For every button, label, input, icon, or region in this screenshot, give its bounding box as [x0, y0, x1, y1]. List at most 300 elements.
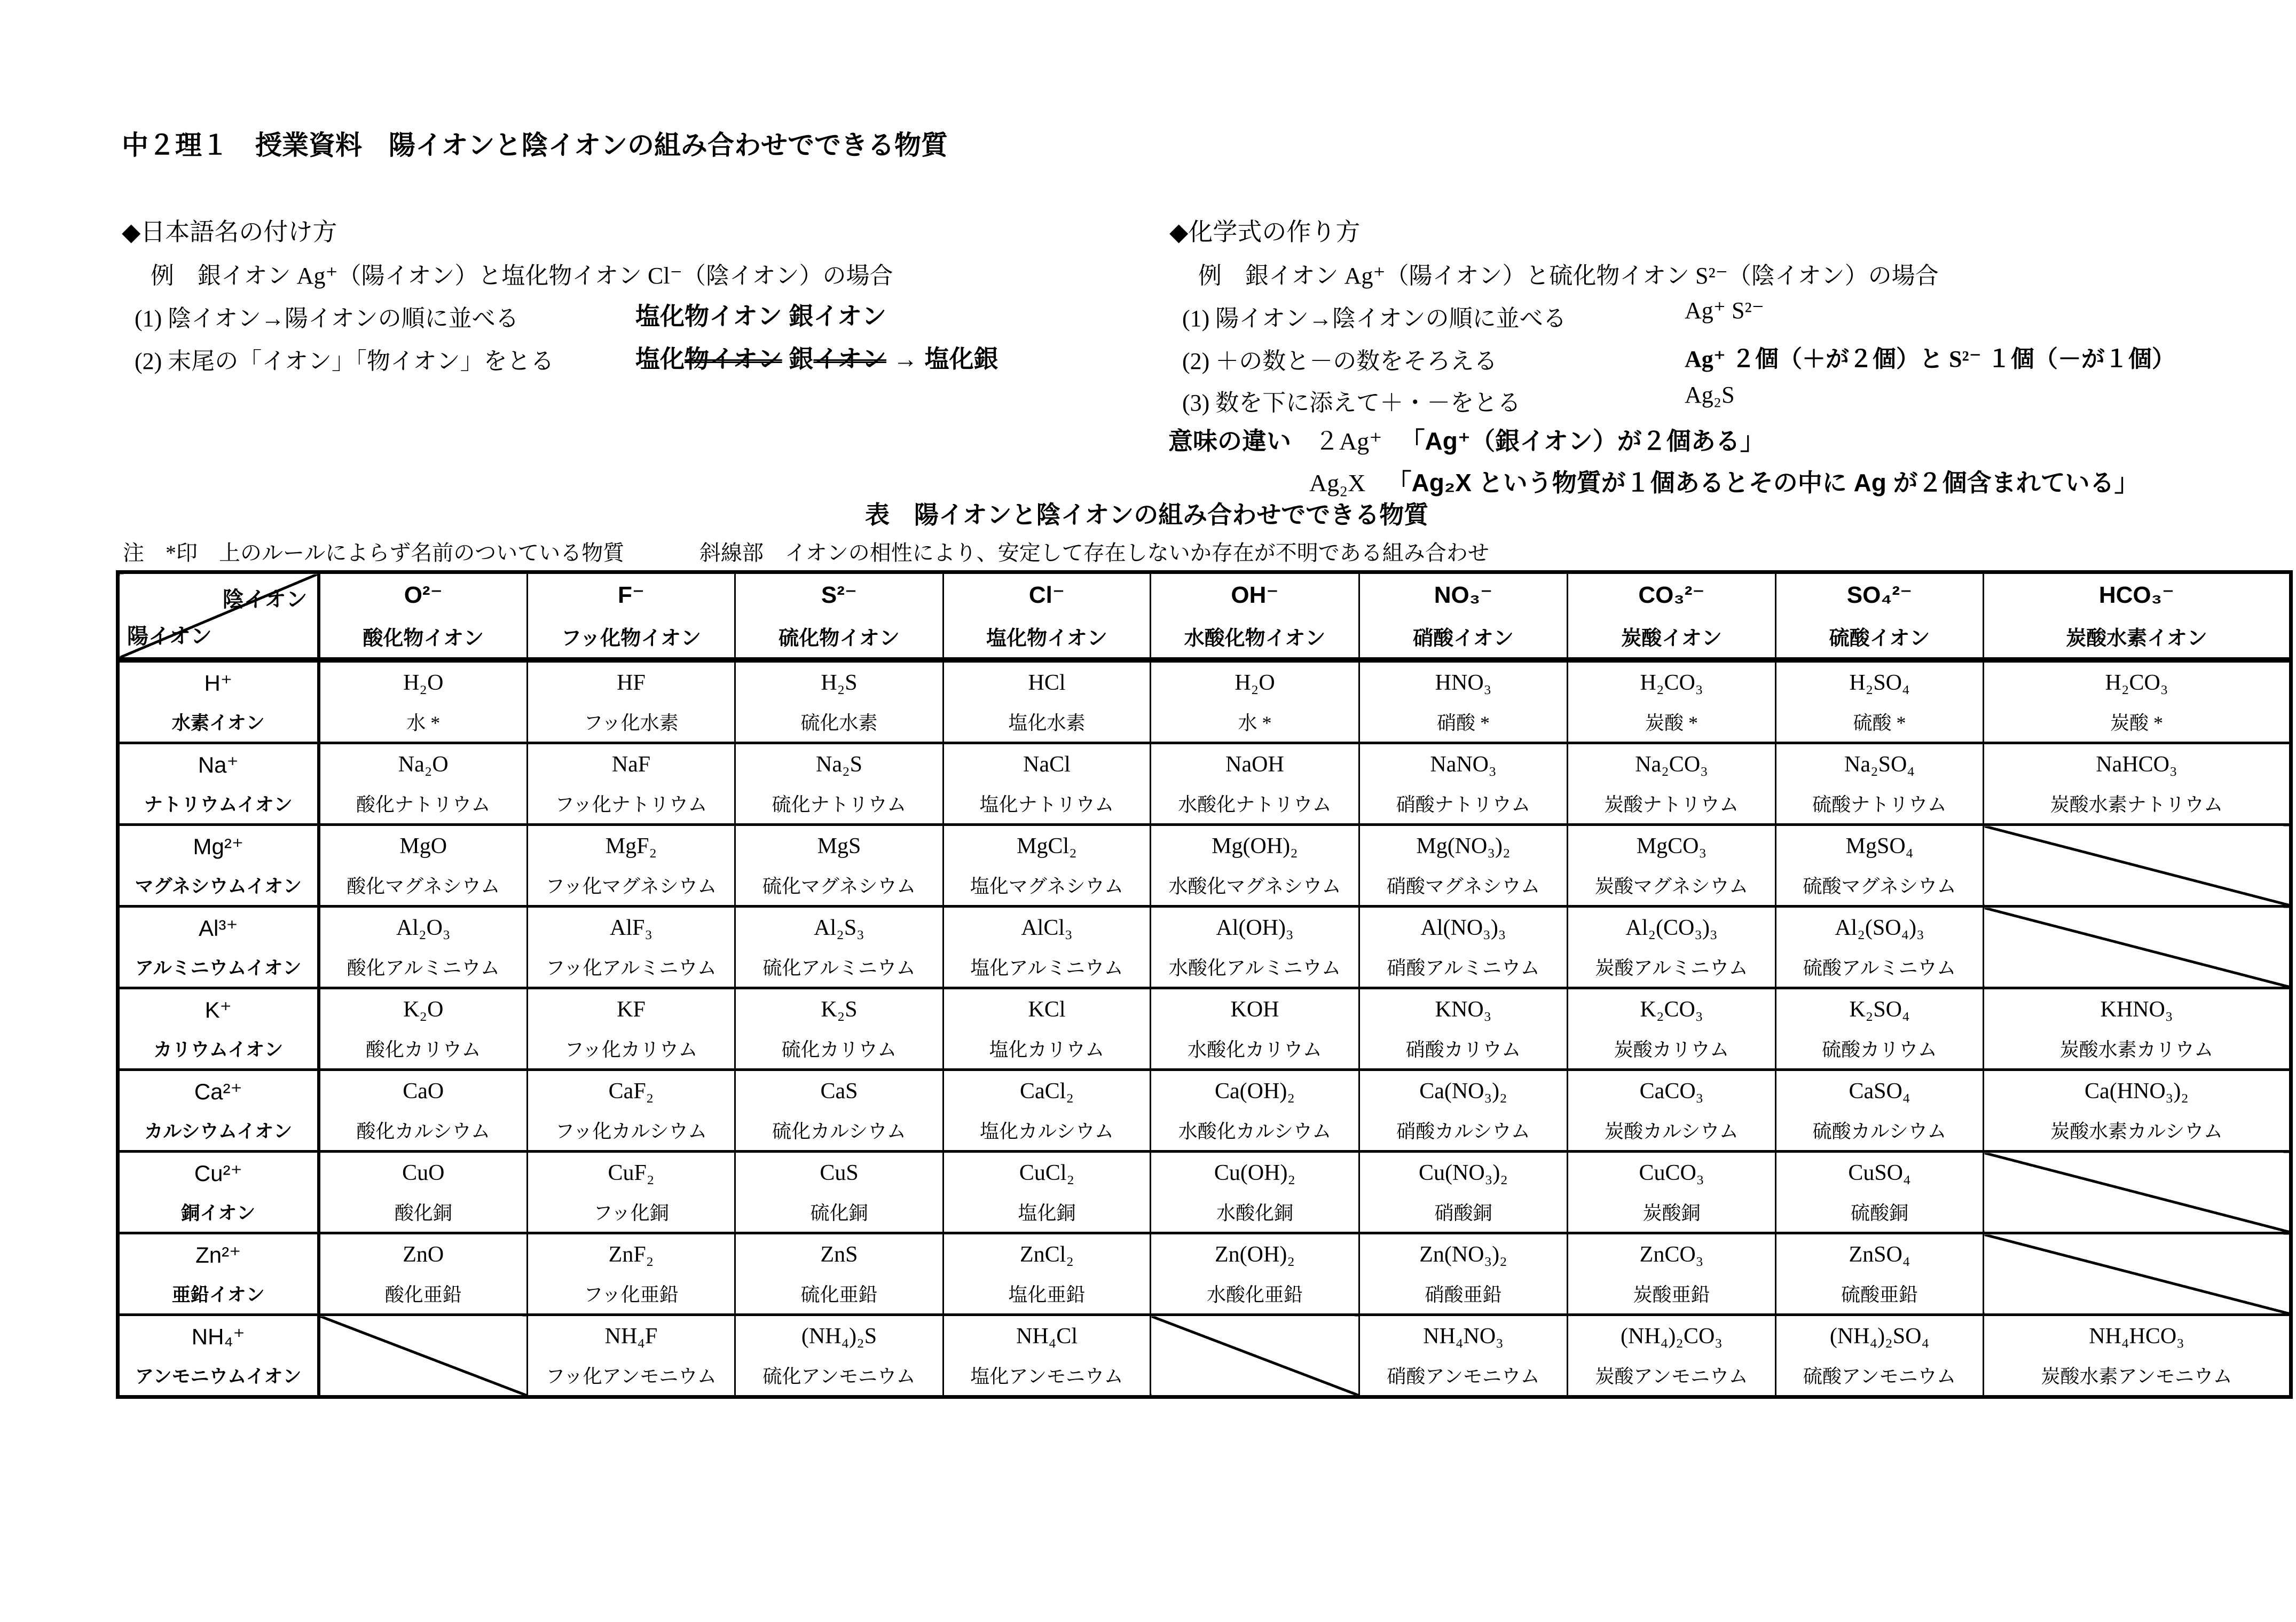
table-row — [118, 1315, 2291, 1397]
compound-formula: ZnO — [403, 1242, 444, 1267]
compound-formula: Mg(OH)₂ — [1212, 834, 1298, 859]
compound-name: 炭酸水素アンモニウム — [2041, 1366, 2232, 1387]
compound-cell — [319, 743, 528, 825]
compound-box — [1984, 1316, 2289, 1395]
compound-name: 炭酸銅 — [1642, 1202, 1701, 1224]
compound-name: 硝酸カルシウム — [1396, 1121, 1530, 1142]
unstable-combination-cell — [1984, 1152, 2291, 1233]
compound-name: 塩化アルミニウム — [970, 957, 1123, 979]
compound-formula: NH₄F — [604, 1324, 658, 1349]
compound-box — [736, 1153, 942, 1232]
anion-header-box — [1776, 574, 1983, 657]
compound-box — [1151, 989, 1358, 1068]
compound-formula: MgCO₃ — [1636, 834, 1707, 859]
naming-step2-post: → 塩化銀 — [886, 345, 998, 373]
compound-name: 水 * — [406, 712, 441, 734]
corner-anion-label: 陰イオン — [222, 588, 308, 611]
anion-name: 炭酸イオン — [1621, 627, 1722, 650]
compound-cell — [1984, 1070, 2291, 1152]
compound-formula: Al(OH)₃ — [1216, 916, 1294, 940]
compound-formula: NH₄HCO₃ — [2089, 1324, 2184, 1349]
compound-cell — [319, 1152, 528, 1233]
compound-name: 炭酸アンモニウム — [1595, 1366, 1748, 1387]
compound-name: フッ化マグネシウム — [545, 876, 717, 897]
compound-box — [528, 908, 734, 987]
compound-cell — [528, 1070, 735, 1152]
anion-formula: NO₃⁻ — [1434, 582, 1493, 608]
compound-formula: CuF₂ — [608, 1161, 655, 1185]
compound-box — [1151, 908, 1358, 987]
compound-name: 水酸化銅 — [1216, 1202, 1293, 1224]
compound-box — [320, 1071, 527, 1150]
compound-box — [1151, 1153, 1358, 1232]
compound-box — [944, 1071, 1150, 1150]
compound-formula: AlF₃ — [609, 916, 652, 940]
compound-box — [1776, 1234, 1983, 1313]
compound-cell — [735, 743, 943, 825]
compound-formula: ZnS — [820, 1242, 858, 1267]
compound-cell — [943, 1152, 1151, 1233]
cation-formula: Na⁺ — [198, 752, 239, 777]
cation-header-box — [120, 1071, 317, 1150]
table-row — [118, 660, 2291, 743]
cation-name: マグネシウムイオン — [135, 876, 302, 897]
compound-box — [320, 989, 527, 1068]
compound-box — [528, 826, 734, 905]
compound-cell — [1984, 1315, 2291, 1397]
compound-name: 硫化亜鉛 — [800, 1284, 878, 1305]
cation-name: 水素イオン — [171, 713, 265, 734]
compound-name: 炭酸水素カリウム — [2059, 1039, 2214, 1060]
compound-cell — [1776, 1233, 1984, 1315]
compound-table — [116, 570, 2293, 1399]
compound-formula: (NH₄)₂S — [801, 1324, 877, 1349]
anion-header-box — [1360, 574, 1567, 657]
compound-formula: H₂O — [1235, 671, 1275, 695]
compound-formula: HCl — [1028, 671, 1066, 695]
compound-cell — [943, 988, 1151, 1070]
compound-box — [736, 663, 942, 742]
compound-name: 硫化マグネシウム — [762, 876, 916, 897]
compound-cell — [1984, 988, 2291, 1070]
cation-header-box — [120, 826, 317, 905]
compound-name: 塩化カリウム — [989, 1039, 1105, 1060]
compound-name: 水酸化アルミニウム — [1168, 957, 1341, 979]
anion-header-box — [944, 574, 1150, 657]
header-row — [118, 572, 2291, 660]
compound-cell — [1359, 1315, 1568, 1397]
naming-step1-label: (1) 陰イオン→陽イオンの順に並べる — [135, 305, 519, 332]
compound-formula: K₂S — [821, 997, 858, 1022]
compound-box — [1568, 1234, 1775, 1313]
compound-cell — [735, 1315, 943, 1397]
compound-name: 水酸化カリウム — [1188, 1039, 1322, 1060]
cation-name: カルシウムイオン — [144, 1121, 293, 1142]
compound-formula: NH₄Cl — [1016, 1324, 1078, 1349]
anion-header-cell — [1776, 572, 1984, 660]
compound-formula: CaCO₃ — [1639, 1079, 1704, 1104]
compound-cell — [943, 660, 1151, 743]
compound-cell — [1568, 1315, 1776, 1397]
table-row — [118, 825, 2291, 907]
compound-cell — [528, 825, 735, 907]
compound-name: 炭酸カルシウム — [1605, 1121, 1739, 1142]
compound-formula: CuCO₃ — [1639, 1161, 1704, 1185]
formula-step2-label: (2) ＋の数と－の数をそろえる — [1182, 348, 1498, 374]
compound-box — [528, 744, 734, 823]
compound-cell — [1568, 1070, 1776, 1152]
compound-name: フッ化銅 — [593, 1202, 669, 1224]
compound-box — [944, 908, 1150, 987]
compound-cell — [1151, 743, 1359, 825]
compound-formula: CaSO₄ — [1849, 1079, 1910, 1104]
table-body — [118, 660, 2291, 1397]
compound-name: 硫酸亜鉛 — [1841, 1284, 1918, 1305]
compound-cell — [319, 988, 528, 1070]
cation-name: カリウムイオン — [153, 1040, 284, 1060]
compound-box — [320, 1153, 527, 1232]
compound-formula: NaHCO₃ — [2096, 752, 2177, 777]
naming-step2-result — [635, 340, 998, 375]
compound-cell — [1776, 907, 1984, 988]
cation-header-cell — [118, 660, 319, 743]
compound-box — [1776, 1316, 1983, 1395]
compound-box — [1776, 908, 1983, 987]
compound-box — [1360, 1153, 1567, 1232]
compound-name: フッ化アルミニウム — [546, 957, 717, 979]
compound-cell — [528, 1233, 735, 1315]
formula-step3-result: Ag₂S — [1685, 382, 1735, 408]
naming-step2-label: (2) 末尾の「イオン」「物イオン」をとる — [135, 348, 554, 374]
compound-formula: CuO — [402, 1161, 445, 1185]
cation-formula: NH₄⁺ — [191, 1324, 245, 1349]
cation-header-box — [120, 989, 317, 1068]
anion-header-cell — [943, 572, 1151, 660]
compound-cell — [1776, 825, 1984, 907]
compound-box — [1568, 826, 1775, 905]
compound-box — [320, 744, 527, 823]
compound-name: 酸化銅 — [394, 1202, 452, 1224]
unstable-combination-cell — [1984, 825, 2291, 907]
cation-header-box — [120, 1234, 317, 1313]
compound-cell — [735, 660, 943, 743]
compound-cell — [1359, 988, 1568, 1070]
cation-header-cell — [118, 988, 319, 1070]
meaning-line-2 — [1309, 463, 2139, 499]
compound-name: 塩化アンモニウム — [970, 1366, 1123, 1387]
compound-name: 硫酸アンモニウム — [1803, 1366, 1956, 1387]
naming-step2-strike2: イオン — [813, 345, 887, 373]
compound-formula: MgF₂ — [605, 834, 657, 859]
compound-formula: H₂O — [403, 671, 444, 695]
table-row — [118, 1233, 2291, 1315]
compound-cell — [528, 743, 735, 825]
compound-name: 硫化アンモニウム — [762, 1366, 916, 1387]
cation-formula: Zn²⁺ — [195, 1242, 241, 1267]
compound-box — [1151, 1234, 1358, 1313]
compound-cell — [528, 988, 735, 1070]
compound-name: 炭酸カリウム — [1614, 1039, 1729, 1060]
compound-formula: ZnCO₃ — [1639, 1242, 1704, 1267]
compound-formula: Zn(OH)₂ — [1215, 1242, 1295, 1267]
compound-formula: NaCl — [1023, 752, 1071, 777]
compound-formula: K₂CO₃ — [1640, 997, 1703, 1022]
naming-step2-pre: 塩化 — [635, 345, 685, 373]
compound-cell — [735, 825, 943, 907]
compound-formula: KCl — [1028, 997, 1066, 1022]
compound-cell — [1151, 660, 1359, 743]
table-row — [118, 988, 2291, 1070]
compound-name: 硫化ナトリウム — [772, 794, 907, 815]
compound-name: 硝酸銅 — [1434, 1202, 1492, 1224]
compound-name: 炭酸ナトリウム — [1604, 794, 1739, 815]
anion-name: 炭酸水素イオン — [2066, 627, 2207, 650]
anion-header-box — [1984, 574, 2289, 657]
formula-step1-result: Ag⁺ S²⁻ — [1685, 297, 1764, 324]
anion-header-box — [528, 574, 734, 657]
anion-header-box — [320, 574, 527, 657]
compound-cell — [528, 660, 735, 743]
meaning-label: 意味の違い — [1168, 427, 1291, 455]
compound-formula: ZnF₂ — [608, 1242, 654, 1267]
compound-box — [1151, 826, 1358, 905]
compound-name: フッ化亜鉛 — [584, 1284, 679, 1305]
compound-box — [1568, 989, 1775, 1068]
compound-cell — [735, 907, 943, 988]
compound-box — [1568, 744, 1775, 823]
compound-name: 硝酸 * — [1436, 712, 1490, 734]
table-note-2: 斜線部 イオンの相性により、安定して存在しないか存在が不明である組み合わせ — [699, 541, 1489, 565]
cation-name: ナトリウムイオン — [144, 794, 293, 815]
compound-cell — [319, 907, 528, 988]
compound-cell — [319, 1233, 528, 1315]
cation-formula: K⁺ — [205, 997, 232, 1022]
compound-formula: H₂CO₃ — [1640, 671, 1703, 695]
anion-header-cell — [735, 572, 943, 660]
compound-box — [944, 1316, 1150, 1395]
compound-formula: AlCl₃ — [1021, 916, 1073, 940]
compound-box — [944, 744, 1150, 823]
cation-header-box — [120, 663, 317, 742]
compound-box — [736, 908, 942, 987]
compound-name: 硝酸アンモニウム — [1387, 1366, 1540, 1387]
compound-box — [1984, 663, 2289, 742]
compound-cell — [735, 1152, 943, 1233]
compound-formula: K₂SO₄ — [1849, 997, 1910, 1022]
meaning-text-1: 「Ag⁺（銀イオン）が２個ある」 — [1400, 427, 1765, 455]
cation-name: 銅イオン — [181, 1203, 256, 1224]
compound-formula: Al₂(CO₃)₃ — [1625, 916, 1718, 940]
table-title: 表 陽イオンと陰イオンの組み合わせでできる物質 — [865, 501, 1429, 529]
compound-name: 硫化カリウム — [781, 1039, 897, 1060]
compound-cell — [943, 907, 1151, 988]
compound-formula: H₂S — [821, 671, 858, 695]
compound-name: 炭酸亜鉛 — [1633, 1284, 1710, 1305]
compound-box — [944, 1153, 1150, 1232]
compound-formula: MgO — [399, 834, 447, 859]
compound-name: 硝酸ナトリウム — [1396, 794, 1531, 815]
meaning-formula-1: ２Ag⁺ — [1315, 428, 1382, 455]
anion-formula: S²⁻ — [821, 582, 858, 608]
compound-box — [1568, 1316, 1775, 1395]
compound-formula: CaO — [403, 1079, 444, 1104]
anion-name: フッ化物イオン — [561, 627, 702, 650]
compound-formula: Na₂CO₃ — [1635, 752, 1708, 777]
compound-name: 硫化銅 — [810, 1202, 868, 1224]
compound-name: 塩化亜鉛 — [1008, 1284, 1086, 1305]
compound-cell — [1776, 660, 1984, 743]
compound-cell — [1359, 1070, 1568, 1152]
compound-name: 酸化カルシウム — [356, 1121, 491, 1142]
compound-formula: NaOH — [1225, 752, 1284, 777]
cation-header-box — [120, 908, 317, 987]
compound-name: 硝酸アルミニウム — [1387, 957, 1540, 979]
compound-box — [1984, 1071, 2289, 1150]
compound-cell — [1151, 907, 1359, 988]
cation-header-cell — [118, 743, 319, 825]
cation-formula: Mg²⁺ — [193, 834, 243, 859]
formula-example: 例 銀イオン Ag⁺（陽イオン）と硫化物イオン S²⁻（陰イオン）の場合 — [1198, 263, 1939, 289]
compound-formula: MgCl₂ — [1017, 834, 1077, 859]
formula-step1-label: (1) 陽イオン→陰イオンの順に並べる — [1182, 305, 1567, 332]
compound-formula: CuCl₂ — [1019, 1161, 1075, 1185]
compound-name: 水酸化マグネシウム — [1168, 876, 1341, 897]
compound-box — [1568, 663, 1775, 742]
compound-box — [736, 744, 942, 823]
compound-formula: K₂O — [403, 997, 444, 1022]
compound-box — [528, 1234, 734, 1313]
compound-box — [736, 1234, 942, 1313]
compound-box — [528, 1316, 734, 1395]
compound-box — [1776, 663, 1983, 742]
compound-box — [528, 1071, 734, 1150]
compound-box — [944, 663, 1150, 742]
compound-name: 酸化ナトリウム — [356, 794, 491, 815]
table-note-1: 注 *印 上のルールによらず名前のついている物質 — [123, 541, 625, 565]
anion-formula: OH⁻ — [1231, 582, 1279, 608]
compound-box — [1360, 744, 1567, 823]
cation-header-cell — [118, 825, 319, 907]
cation-header-cell — [118, 1152, 319, 1233]
compound-cell — [1359, 1152, 1568, 1233]
compound-formula: KNO₃ — [1435, 997, 1492, 1022]
formula-step3-label: (3) 数を下に添えて＋・－をとる — [1182, 390, 1521, 416]
compound-cell — [1568, 1152, 1776, 1233]
compound-name: 硫酸カルシウム — [1812, 1121, 1947, 1142]
compound-formula: (NH₄)₂CO₃ — [1621, 1324, 1723, 1349]
compound-name: 水酸化亜鉛 — [1206, 1284, 1303, 1305]
meaning-line-1 — [1168, 422, 1765, 457]
meaning-text-2: 「Ag₂X という物質が１個あるとその中に Ag が２個含まれている」 — [1387, 469, 2139, 497]
compound-cell — [1359, 660, 1568, 743]
compound-box — [944, 1234, 1150, 1313]
unstable-combination-cell — [1984, 907, 2291, 988]
compound-cell — [528, 1315, 735, 1397]
compound-box — [1776, 744, 1983, 823]
compound-name: 酸化アルミニウム — [347, 957, 500, 979]
compound-box — [944, 989, 1150, 1068]
compound-name: 硫化アルミニウム — [762, 957, 916, 979]
table-row — [118, 1152, 2291, 1233]
anion-formula: CO₃²⁻ — [1638, 582, 1705, 608]
compound-name: 水 * — [1238, 712, 1272, 734]
compound-box — [528, 1153, 734, 1232]
cation-header-box — [120, 1153, 317, 1232]
compound-box — [1360, 826, 1567, 905]
compound-formula: ZnSO₄ — [1849, 1242, 1910, 1267]
compound-name: 塩化カルシウム — [980, 1121, 1114, 1142]
compound-name: 炭酸水素カルシウム — [2050, 1121, 2223, 1142]
compound-name: 硝酸カリウム — [1405, 1039, 1521, 1060]
compound-box — [1360, 908, 1567, 987]
anion-name: 酸化物イオン — [363, 627, 484, 650]
compound-cell — [319, 1070, 528, 1152]
formula-step2-result: Ag⁺ ２個（＋が２個）と S²⁻ １個（－が１個） — [1685, 346, 2175, 372]
compound-formula: Zn(NO₃)₂ — [1419, 1242, 1507, 1267]
compound-name: 炭酸マグネシウム — [1594, 876, 1749, 897]
compound-name: フッ化水素 — [584, 712, 679, 734]
meaning-formula-2: Ag₂X — [1309, 469, 1366, 497]
cation-header-box — [120, 744, 317, 823]
table-row — [118, 743, 2291, 825]
compound-formula: CaCl₂ — [1020, 1079, 1074, 1104]
unstable-combination-cell — [1151, 1315, 1359, 1397]
anion-name: 硫酸イオン — [1829, 627, 1930, 650]
compound-cell — [1151, 1070, 1359, 1152]
compound-cell — [319, 660, 528, 743]
cation-header-cell — [118, 907, 319, 988]
anion-header-box — [1568, 574, 1775, 657]
compound-cell — [1776, 988, 1984, 1070]
compound-name: 硫酸銅 — [1850, 1202, 1908, 1224]
cation-formula: Ca²⁺ — [194, 1079, 242, 1104]
compound-name: フッ化カルシウム — [555, 1121, 707, 1142]
cation-formula: Al³⁺ — [199, 916, 238, 941]
unstable-combination-cell — [319, 1315, 528, 1397]
compound-formula: MgSO₄ — [1845, 834, 1914, 859]
compound-box — [320, 663, 527, 742]
compound-formula: CuSO₄ — [1848, 1161, 1911, 1185]
compound-formula: ZnCl₂ — [1020, 1242, 1074, 1267]
compound-cell — [1359, 1233, 1568, 1315]
compound-cell — [943, 743, 1151, 825]
naming-example: 例 銀イオン Ag⁺（陽イオン）と塩化物イオン Cl⁻（陰イオン）の場合 — [151, 263, 893, 289]
compound-cell — [943, 1315, 1151, 1397]
compound-cell — [1568, 660, 1776, 743]
cation-header-cell — [118, 1070, 319, 1152]
compound-formula: KHNO₃ — [2100, 997, 2173, 1022]
compound-cell — [1776, 1070, 1984, 1152]
compound-box — [1360, 1234, 1567, 1313]
compound-formula: Cu(OH)₂ — [1214, 1161, 1296, 1185]
compound-cell — [735, 1233, 943, 1315]
anion-header-cell — [1984, 572, 2291, 660]
compound-name: 硫化カルシウム — [772, 1121, 906, 1142]
compound-cell — [319, 825, 528, 907]
anion-header-cell — [1151, 572, 1359, 660]
compound-name: 塩化マグネシウム — [970, 876, 1124, 897]
compound-name: 炭酸水素ナトリウム — [2050, 794, 2223, 815]
compound-name: 水酸化カルシウム — [1178, 1121, 1332, 1142]
compound-cell — [1568, 907, 1776, 988]
compound-formula: NH₄NO₃ — [1423, 1324, 1504, 1349]
anion-formula: SO₄²⁻ — [1846, 582, 1913, 608]
compound-name: 塩化水素 — [1008, 712, 1086, 734]
compound-formula: Al(NO₃)₃ — [1420, 916, 1506, 940]
compound-cell — [528, 1152, 735, 1233]
compound-formula: Ca(NO₃)₂ — [1419, 1079, 1507, 1104]
compound-formula: MgS — [817, 834, 861, 859]
